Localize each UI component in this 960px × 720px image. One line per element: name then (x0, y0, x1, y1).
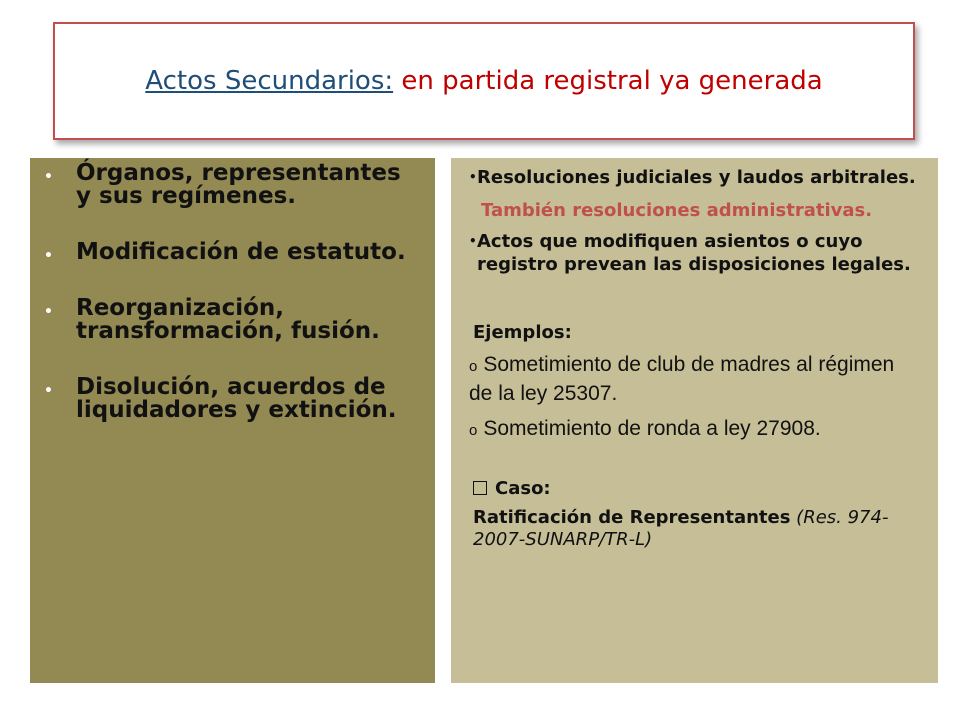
example-text: Sometimiento de ronda a ley 27908. (483, 417, 821, 440)
circle-bullet-icon: o (469, 422, 478, 439)
bullet-icon: • (469, 234, 477, 248)
case-label: Caso: (495, 478, 551, 499)
left-item-modificacion (44, 241, 415, 264)
left-panel (30, 158, 435, 683)
title-link[interactable]: Actos Secundarios: (145, 66, 394, 96)
bullet-icon: • (44, 248, 53, 264)
right-item-text: Actos que modifiquen asientos o cuyo registro prevean las disposiciones legales. (477, 231, 911, 275)
left-item-text: Disolución, acuerdos de liquidadores y extinción. (76, 374, 397, 423)
case-title: Ratificación de Representantes (473, 507, 791, 528)
left-item-disolucion (44, 376, 415, 422)
left-item-text: Órganos, representantes y sus regímenes. (76, 160, 401, 209)
left-item-text: Modificación de estatuto. (76, 239, 406, 265)
right-panel (451, 158, 938, 683)
case-reference: (Res. 974-2007-SUNARP/TR-L) (473, 507, 889, 550)
slide-title (134, 62, 834, 100)
examples-heading: Ejemplos: (473, 322, 572, 343)
right-item-resoluciones (469, 166, 918, 189)
left-item-text: Reorganización, transformación, fusión. (76, 295, 380, 344)
case-description (469, 507, 918, 551)
right-item-actos (469, 230, 918, 276)
right-note-administrativas (469, 199, 918, 222)
bullet-icon: • (44, 169, 53, 185)
circle-bullet-icon: o (469, 358, 478, 375)
bullet-icon: • (44, 304, 53, 320)
example-item (469, 351, 918, 407)
case-heading (469, 478, 918, 499)
bullet-icon: • (44, 383, 53, 399)
checkbox-square-icon (473, 481, 487, 495)
bullet-icon: • (469, 170, 477, 184)
left-item-reorganizacion (44, 297, 415, 343)
right-note-text: También resoluciones administrativas. (481, 200, 873, 221)
title-box (53, 22, 915, 140)
example-item (469, 415, 918, 444)
title-rest: en partida registral ya generada (393, 66, 823, 96)
right-item-text: Resoluciones judiciales y laudos arbitrales. (477, 167, 916, 188)
example-text: Sometimiento de club de madres al régimen de la ley 25307. (469, 353, 895, 405)
left-item-organos (44, 162, 415, 208)
